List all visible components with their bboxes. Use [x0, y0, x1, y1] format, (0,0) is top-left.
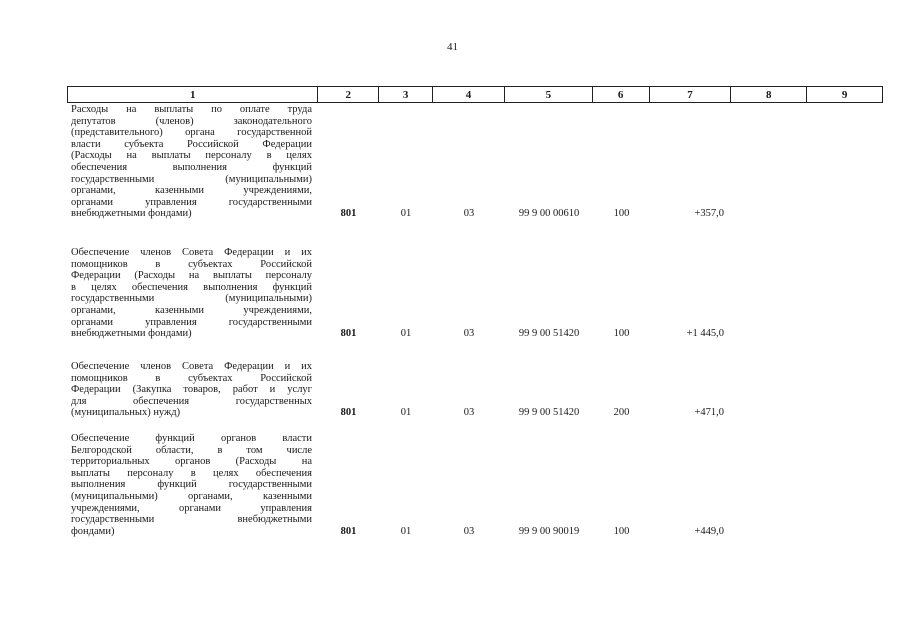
description-line: обеспечения выполнения функций	[71, 161, 312, 173]
cell-col-3: 01	[400, 407, 412, 419]
page-number: 41	[447, 41, 458, 53]
cell-col-6: 100	[613, 208, 630, 220]
header-cell-1: 1	[68, 87, 318, 102]
description-line: (муниципальных) нужд)	[71, 407, 181, 419]
description-line: власти субъекта Российской Федерации	[71, 138, 312, 150]
cell-col-3: 01	[400, 328, 412, 340]
cell-col-5: 99 9 00 00610	[518, 208, 580, 220]
description-line: внебюджетными фондами)	[71, 328, 192, 340]
description-line: учреждениями, органами управления	[71, 502, 312, 514]
description-line: Обеспечение функций органов власти	[71, 433, 312, 444]
description-line: территориальных органов (Расходы на	[71, 456, 312, 468]
cell-col-7: +357,0	[694, 208, 724, 220]
description-line: государственными (муниципальными)	[71, 173, 312, 185]
cell-col-2: 801	[340, 525, 357, 537]
description-line: для обеспечения государственных	[71, 395, 312, 407]
row-description	[71, 433, 312, 537]
cell-col-2: 801	[340, 208, 357, 220]
cell-col-4: 03	[463, 208, 475, 220]
description-line: в целях обеспечения выполнения функций	[71, 281, 312, 293]
cell-col-6: 100	[613, 328, 630, 340]
description-line: выполнения функций государственными	[71, 479, 312, 491]
description-line: помощников в субъектах Российской	[71, 372, 312, 384]
cell-col-5: 99 9 00 51420	[518, 407, 580, 419]
cell-col-3: 01	[400, 525, 412, 537]
description-line: помощников в субъектах Российской	[71, 258, 312, 270]
description-line: органами, казенными учреждениями,	[71, 185, 312, 197]
row-description	[71, 104, 312, 220]
description-line: Белгородской области, в том числе	[71, 444, 312, 456]
description-line: (муниципальными) органами, казенными	[71, 490, 312, 502]
row-description	[71, 361, 312, 419]
description-line: Федерации (Расходы на выплаты персоналу	[71, 270, 312, 282]
cell-col-2: 801	[340, 328, 357, 340]
description-line: выплаты персоналу в целях обеспечения	[71, 467, 312, 479]
description-line: Федерации (Закупка товаров, работ и услуг	[71, 384, 312, 396]
cell-col-7: +449,0	[694, 525, 724, 537]
row-description	[71, 247, 312, 340]
cell-col-2: 801	[340, 407, 357, 419]
description-line: государственными внебюджетными	[71, 514, 312, 526]
description-line: Расходы на выплаты по оплате труда	[71, 104, 312, 115]
header-cell-6: 6	[593, 87, 650, 102]
description-line: Обеспечение членов Совета Федерации и их	[71, 247, 312, 258]
cell-col-4: 03	[463, 525, 475, 537]
header-cell-3: 3	[379, 87, 433, 102]
description-line: (Расходы на выплаты персоналу в целях	[71, 150, 312, 162]
header-cell-9: 9	[841, 88, 848, 101]
header-cell-5: 5	[505, 87, 593, 102]
table-header	[67, 86, 883, 103]
cell-col-7: +1 445,0	[686, 328, 724, 340]
description-line: органами управления государственными	[71, 196, 312, 208]
description-line: депутатов (членов) законодательного	[71, 115, 312, 127]
header-cell-2: 2	[318, 87, 379, 102]
description-line: государственными (муниципальными)	[71, 293, 312, 305]
cell-col-3: 01	[400, 208, 412, 220]
description-line: (представительного) органа государственной	[71, 127, 312, 139]
cell-col-7: +471,0	[694, 407, 724, 419]
cell-col-5: 99 9 00 51420	[518, 328, 580, 340]
description-line: Обеспечение членов Совета Федерации и их	[71, 361, 312, 372]
description-line: органами управления государственными	[71, 316, 312, 328]
header-cell-4: 4	[433, 87, 505, 102]
cell-col-5: 99 9 00 90019	[518, 525, 580, 537]
description-line: внебюджетными фондами)	[71, 208, 192, 220]
cell-col-4: 03	[463, 328, 475, 340]
description-line: фондами)	[71, 525, 115, 537]
header-cell-7: 7	[650, 87, 732, 102]
cell-col-6: 100	[613, 525, 630, 537]
cell-col-6: 200	[613, 407, 630, 419]
cell-col-4: 03	[463, 407, 475, 419]
header-cell-8: 8	[731, 87, 807, 102]
description-line: органами, казенными учреждениями,	[71, 304, 312, 316]
